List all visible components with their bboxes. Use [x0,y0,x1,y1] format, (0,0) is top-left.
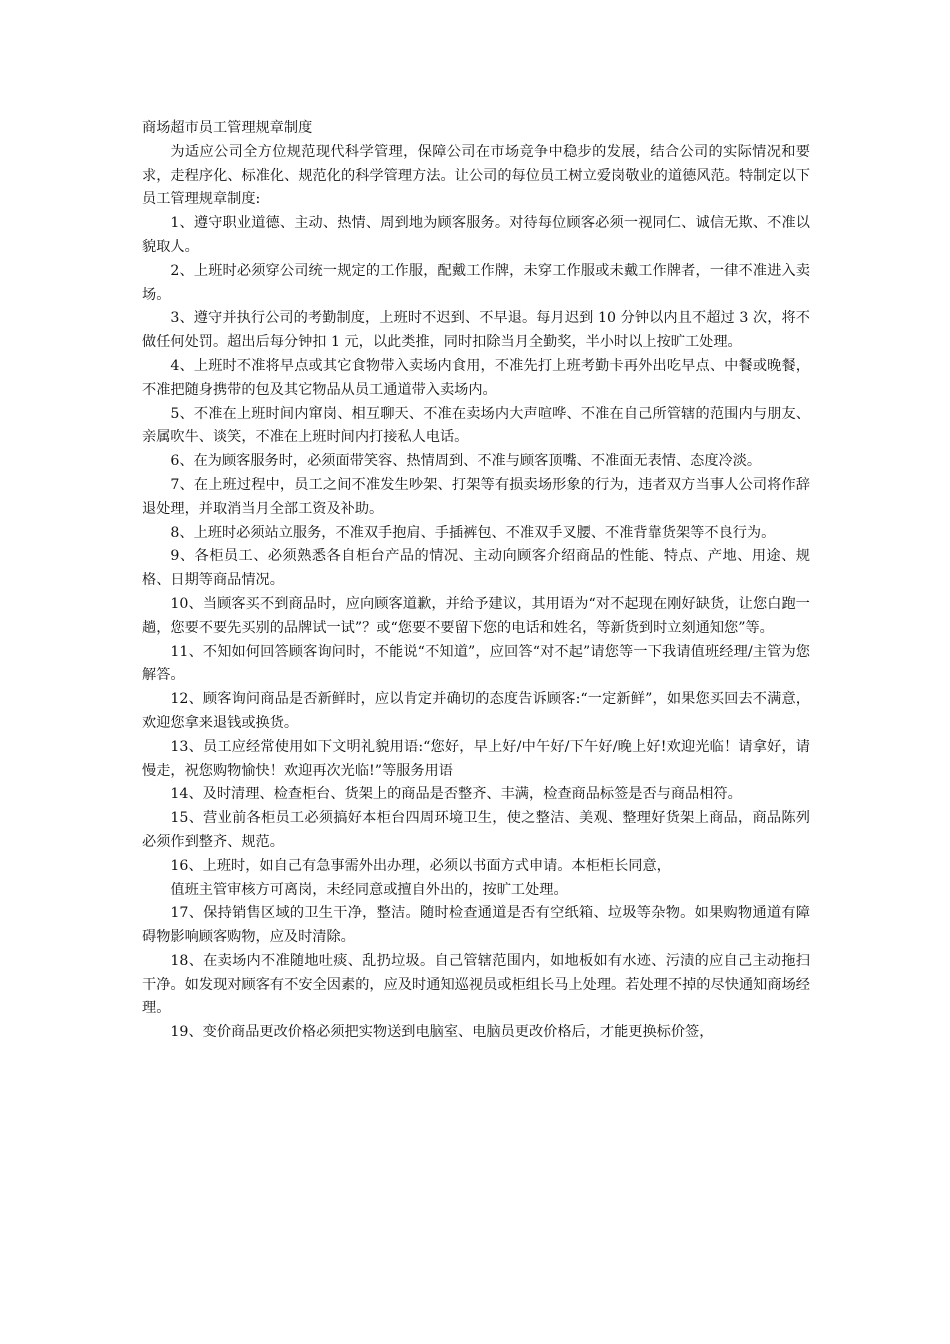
rule-16-continued: 值班主管审核方可离岗，未经同意或擅自外出的，按旷工处理。 [170,881,568,898]
rule-18: 18、在卖场内不准随地吐痰、乱扔垃圾。自己管辖范围内，如地板如有水迹、污渍的应自己主动拖扫干净。如发现对顾客有不安全因素的，应及时通知巡视员或柜组长马上处理。若处理不掉的尽快通知商场经理。 [142,952,810,1017]
rule-12: 12、顾客询问商品是否新鲜时，应以肯定并确切的态度告诉顾客:“一定新鲜”，如果您买回去不满意，欢迎您拿来退钱或换货。 [142,691,810,731]
rule-15: 15、营业前各柜员工必须搞好本柜台四周环境卫生，使之整洁、美观、整理好货架上商品，商品陈列必须作到整齐、规范。 [142,810,810,850]
rule-16: 16、上班时，如自己有急事需外出办理，必须以书面方式申请。本柜柜长同意， [170,857,671,874]
rule-1: 1、遵守职业道德、主动、热情、周到地为顾客服务。对待每位顾客必须一视同仁、诚信无欺、不准以貌取人。 [142,215,810,255]
rule-11: 11、不知如何回答顾客询问时，不能说“不知道”，应回答“对不起”请您等一下我请值班经理/主管为您解答。 [142,643,810,684]
rule-2: 2、上班时必须穿公司统一规定的工作服，配戴工作牌，未穿工作服或未戴工作牌者，一律不准进入卖场。 [142,262,810,303]
rule-19: 19、变价商品更改价格必须把实物送到电脑室、电脑员更改价格后，才能更换标价签， [170,1024,714,1041]
rule-9: 9、各柜员工、必须熟悉各自柜台产品的情况、主动向顾客介绍商品的性能、特点、产地、用途、规格、日期等商品情况。 [142,548,810,589]
document-page [142,117,810,1045]
rule-10: 10、当顾客买不到商品时，应向顾客道歉，并给予建议，其用语为“对不起现在刚好缺货，让您白跑一趟，您要不要先买别的品牌试一试”？或“您要不要留下您的电话和姓名，等新货到时立刻通知您”等。 [142,595,810,636]
rule-5: 5、不准在上班时间内窜岗、相互聊天、不准在卖场内大声喧哗、不准在自己所管辖的范围内与朋友、亲属吹牛、谈笑，不准在上班时间内打接私人电话。 [142,405,810,446]
document-title: 商场超市员工管理规章制度 [142,120,313,136]
rule-6: 6、在为顾客服务时，必须面带笑容、热情周到、不准与顾客顶嘴、不准面无表情、态度冷淡。 [170,453,762,470]
rule-14: 14、及时清理、检查柜台、货架上的商品是否整齐、丰满，检查商品标签是否与商品相符。 [170,786,742,803]
rule-13: 13、员工应经常使用如下文明礼貌用语:“您好，早上好/中午好/下午好/晚上好!欢迎光临！请拿好，请慢走，祝您购物愉快！欢迎再次光临!”等服务用语 [142,738,810,779]
rule-4: 4、上班时不准将早点或其它食物带入卖场内食用，不准先打上班考勤卡再外出吃早点、中餐或晚餐，不准把随身携带的包及其它物品从员工通道带入卖场内。 [142,357,810,398]
rule-17: 17、保持销售区域的卫生干净，整洁。随时检查通道是否有空纸箱、垃圾等杂物。如果购物通道有障碍物影响顾客购物，应及时清除。 [142,905,810,946]
rule-7: 7、在上班过程中，员工之间不准发生吵架、打架等有损卖场形象的行为，违者双方当事人公司将作辞退处理，并取消当月全部工资及补助。 [142,476,810,517]
rule-8: 8、上班时必须站立服务，不准双手抱肩、手插裤包、不准双手叉腰、不准背靠货架等不良行为。 [170,524,776,541]
intro-paragraph: 为适应公司全方位规范现代科学管理，保障公司在市场竞争中稳步的发展，结合公司的实际情况和要求，走程序化、标准化、规范化的科学管理方法。让公司的每位员工树立爱岗敬业的道德风范。特制定以下员工管理规章制度: [142,143,810,208]
rule-3: 3、遵守并执行公司的考勤制度，上班时不迟到、不早退。每月迟到 10 分钟以内且不超过 3 次，将不做任何处罚。超出后每分钟扣 1 元，以此类推，同时扣除当月全勤奖，半小时以上按旷工处理。 [142,310,810,351]
